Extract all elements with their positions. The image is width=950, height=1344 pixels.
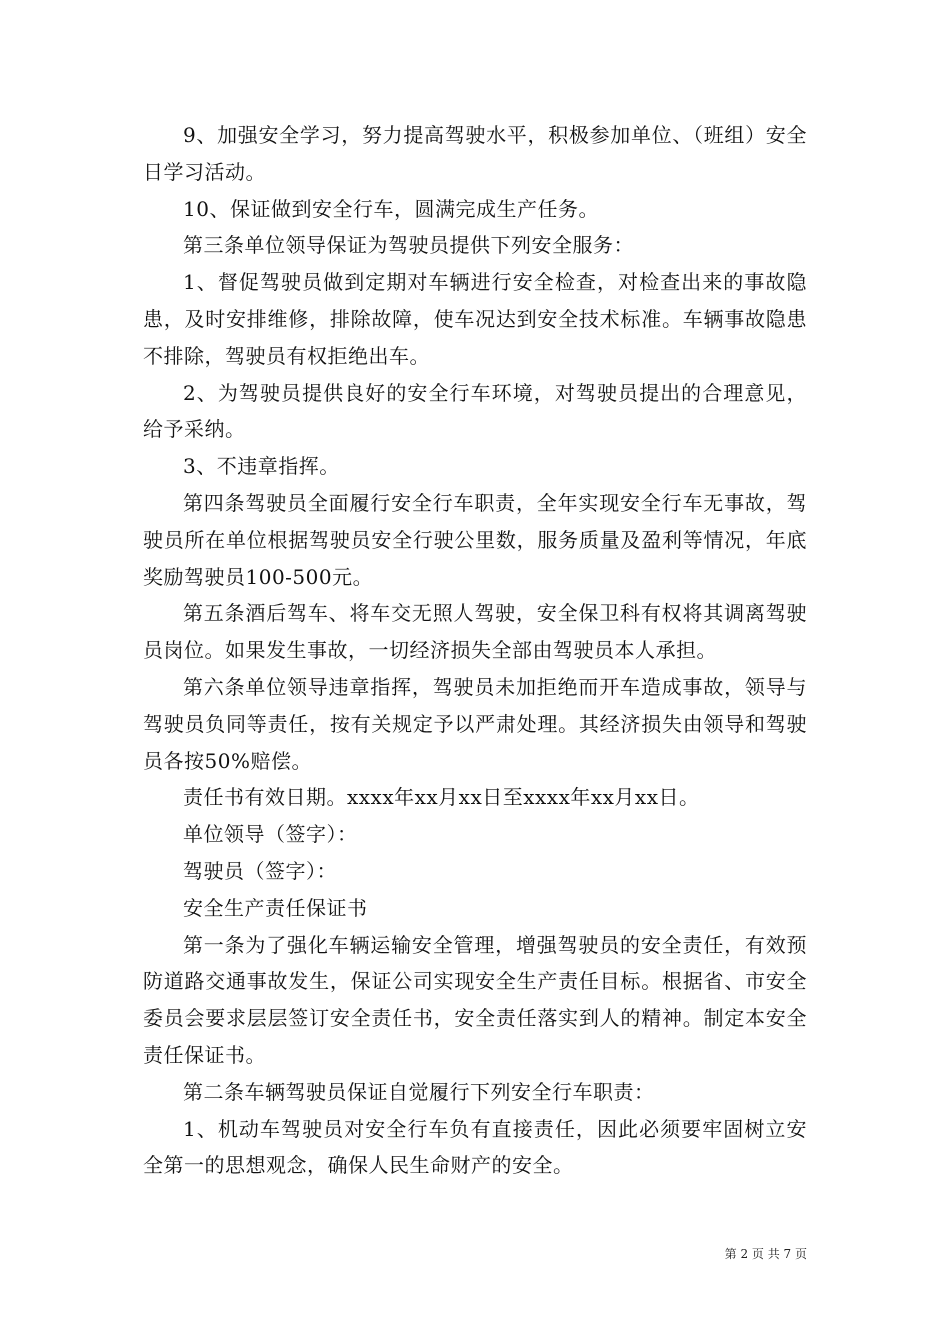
paragraph-service-3: 3、不违章指挥。 [183, 454, 340, 479]
article-two-heading: 第二条车辆驾驶员保证自觉履行下列安全行车职责： [183, 1079, 655, 1104]
document-body [143, 117, 807, 1184]
article-five: 第五条酒后驾车、将车交无照人驾驶，安全保卫科有权将其调离驾驶员岗位。如果发生事故，一切经济损失全部由驾驶员本人承担。 [143, 601, 807, 663]
article-six: 第六条单位领导违章指挥，驾驶员未加拒绝而开车造成事故，领导与驾驶员负同等责任，按有关规定予以严肃处理。其经济损失由领导和驾驶员各按50%赔偿。 [143, 674, 807, 773]
article-one: 第一条为了强化车辆运输安全管理，增强驾驶员的安全责任，有效预防道路交通事故发生，保证公司实现安全生产责任目标。根据省、市安全委员会要求层层签订安全责任书，安全责任落实到人的精神。制定本安全责任保证书。 [143, 932, 807, 1067]
paragraph-duty-1: 1、机动车驾驶员对安全行车负有直接责任，因此必须要牢固树立安全第一的思想观念，确保人民生命财产的安全。 [143, 1116, 807, 1178]
section-title: 安全生产责任保证书 [183, 895, 368, 920]
paragraph-service-2: 2、为驾驶员提供良好的安全行车环境，对驾驶员提出的合理意见，给予采纳。 [143, 380, 807, 442]
validity-period: 责任书有效日期。xxxx年xx月xx日至xxxx年xx月xx日。 [183, 785, 700, 810]
article-three-heading: 第三条单位领导保证为驾驶员提供下列安全服务： [183, 233, 634, 258]
paragraph-service-1: 1、督促驾驶员做到定期对车辆进行安全检查，对检查出来的事故隐患，及时安排维修，排除故障，使车况达到安全技术标准。车辆事故隐患不排除，驾驶员有权拒绝出车。 [143, 270, 807, 368]
signature-leader: 单位领导（签字）： [183, 822, 358, 847]
article-four: 第四条驾驶员全面履行安全行车职责，全年实现安全行车无事故，驾驶员所在单位根据驾驶员安全行驶公里数，服务质量及盈利等情况，年底奖励驾驶员100-500元。 [143, 490, 807, 589]
paragraph-item-10: 10、保证做到安全行车，圆满完成生产任务。 [183, 196, 599, 221]
page-number: 第 2 页 共 7 页 [724, 1247, 807, 1261]
signature-driver: 驾驶员（签字）： [183, 858, 337, 883]
paragraph-item-9: 9、加强安全学习，努力提高驾驶水平，积极参加单位、（班组）安全日学习活动。 [143, 123, 807, 184]
